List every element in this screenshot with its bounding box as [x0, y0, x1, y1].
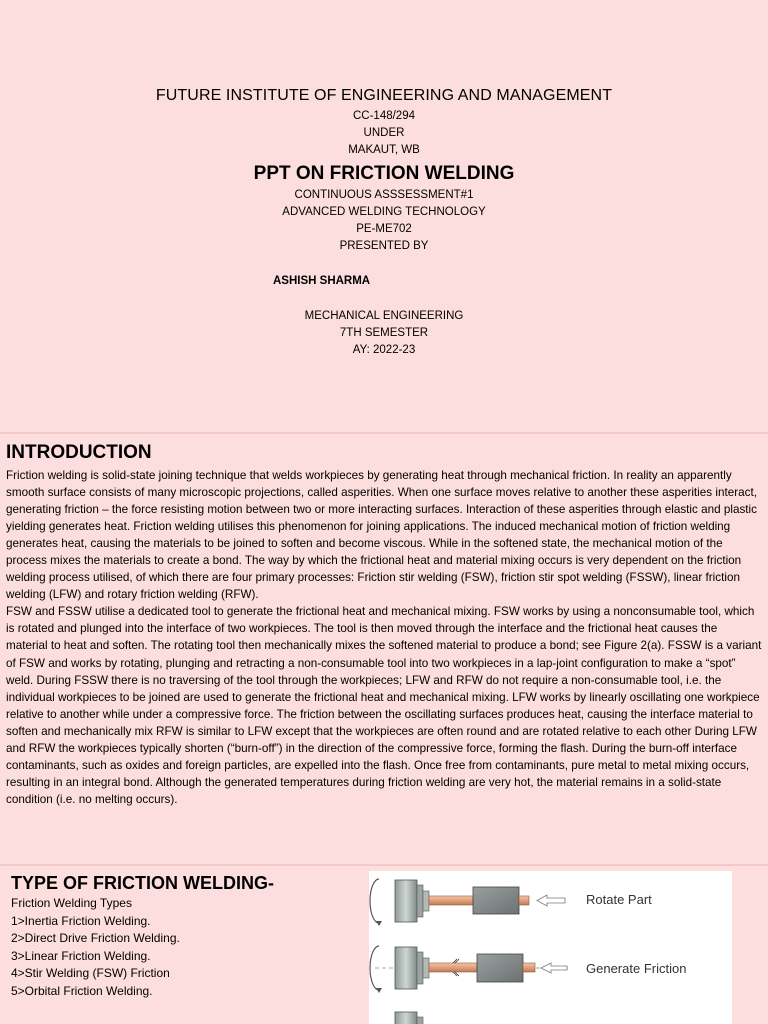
- arrow-left-icon: [537, 895, 565, 906]
- presenter-name: ASHISH SHARMA: [273, 275, 371, 287]
- arrow-left-icon: [541, 963, 567, 973]
- list-item: 1>Inertia Friction Welding.: [11, 914, 151, 928]
- step-rotate-label: Rotate Part: [586, 892, 652, 907]
- rotating-rod-icon: [429, 896, 473, 905]
- stationary-part-icon: [473, 887, 519, 914]
- introduction-heading: INTRODUCTION: [6, 442, 152, 463]
- introduction-paragraph-1: Friction welding is solid-state joining technique that welds workpieces by generating heat through mechanical friction. In reality an apparently smooth surface consists of many microscopic projections, called asperities. When one surface moves relative to another these asperities interact, generating friction – the force resisting motion between two or more interacting surfaces. Interaction of these asperities through elastic and plastic yielding generates heat. Friction welding utilises this phenomenon for joining applications. The induced mechanical motion of friction welding generates heat, causing the materials to be joined to soften and become viscous. While in the softened state, the mechanical motion of the process mixes the materials to create a bond. The way by which the frictional heat and material mixing occurs is very dependent on the friction welding process utilised, of which there are four primary processes: Friction stir welding (FSW), friction stir spot welding (FSSW), linear friction welding (LFW) and rotary friction welding (RFW).: [6, 469, 757, 602]
- chuck-icon: [395, 947, 417, 989]
- diagram-step-partial: [395, 1012, 423, 1024]
- types-heading: TYPE OF FRICTION WELDING-: [11, 873, 274, 893]
- diagram-svg: [369, 871, 732, 1024]
- title-slide: [0, 0, 768, 432]
- department-name: MECHANICAL ENGINEERING: [304, 310, 464, 322]
- step-friction-label: Generate Friction: [586, 961, 687, 976]
- under-label: UNDER: [363, 127, 405, 139]
- types-list: [11, 913, 180, 1000]
- rotating-rod-icon: [429, 963, 477, 972]
- diagram-step-rotate: [370, 879, 652, 926]
- introduction-body: [6, 467, 762, 808]
- chuck-icon: [395, 880, 417, 922]
- subject-name: ADVANCED WELDING TECHNOLOGY: [282, 206, 486, 218]
- introduction-paragraph-2: FSW and FSSW utilise a dedicated tool to generate the frictional heat and mechanical mixing. FSW works by using a nonconsumable tool, which is rotated and plunged into the interface of two workpieces. The tool is then moved through the interface and the frictional heat causes the material to heat and soften. The rotating tool then mechanically mixes the softened material to produce a bond; see Figure 2(a). FSSW is a variant of FSW and works by rotating, plunging and retracting a non-consumable tool into two workpieces in a lap-joint configuration to make a “spot” weld. During FSSW there is no traversing of the tool through the workpieces; LFW and RFW do not require a non-consumable tool, i.e. the individual workpieces to be joined are used to generate the frictional heat and mechanical mixing. LFW works by linearly oscillating one workpiece relative to another while under a compressive force. The friction between the oscillating surfaces produces heat, causing the interface material to soften and mechanically mix RFW is similar to LFW except that the workpieces are often round and are rotated relative to each other During LFW and RFW the workpieces typically shorten (“burn-off”) in the direction of the compressive force, forming the flash. During the burn-off interface contaminants, such as oxides and foreign particles, are expelled into the flash. Once free from contaminants, pure metal to metal mixing occurs, resulting in an integral bond. Although the generated temperatures during friction welding are very hot, the material remains in a solid-state condition (i.e. no melting occurs).: [6, 605, 762, 806]
- rotation-arrow-head-icon: [376, 988, 382, 993]
- list-item: 4>Stir Welding (FSW) Friction: [11, 966, 170, 981]
- subject-code: PE-ME702: [356, 223, 412, 235]
- types-slide: [0, 866, 768, 1024]
- college-code: CC-148/294: [352, 110, 415, 122]
- list-item: 2>Direct Drive Friction Welding.: [11, 931, 180, 946]
- semester-label: 7TH SEMESTER: [339, 327, 429, 339]
- institute-name: FUTURE INSTITUTE OF ENGINEERING AND MANAGEMENT: [155, 87, 613, 104]
- rotation-arrow-icon: [370, 879, 379, 923]
- stationary-part-icon: [477, 954, 523, 982]
- rotation-arrow-head-icon: [376, 921, 382, 926]
- presentation-title: PPT ON FRICTION WELDING: [253, 163, 515, 184]
- list-item: 5>Orbital Friction Welding.: [11, 983, 153, 998]
- types-subheading: Friction Welding Types: [11, 896, 132, 910]
- university-name: MAKAUT, WB: [348, 144, 420, 156]
- introduction-slide: [0, 434, 768, 864]
- diagram-step-friction: [370, 946, 686, 993]
- list-item: 3>Linear Friction Welding.: [11, 948, 151, 963]
- academic-year: AY: 2022-23: [352, 344, 416, 356]
- presented-by-label: PRESENTED BY: [339, 240, 429, 252]
- chuck-icon: [395, 1012, 417, 1024]
- assessment-label: CONTINUOUS ASSSESSMENT#1: [294, 189, 474, 201]
- friction-welding-diagram: [369, 871, 732, 1024]
